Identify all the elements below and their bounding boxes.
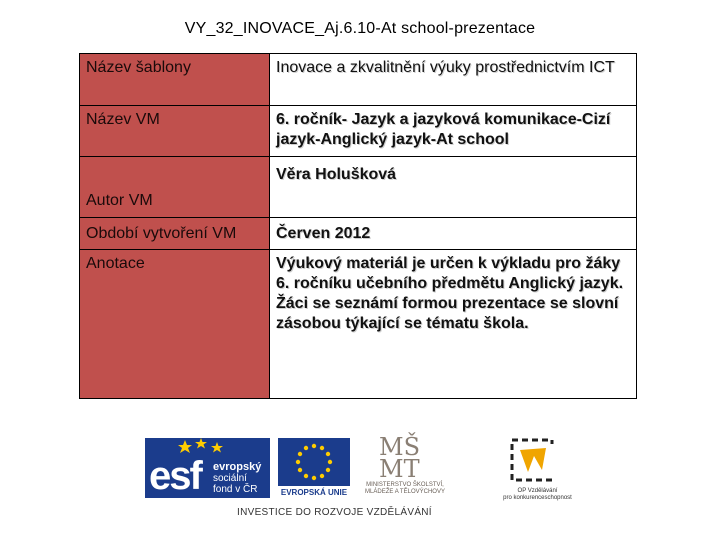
op-caption-line: OP Vzdělávání — [517, 488, 558, 494]
esf-caption-line: evropský — [213, 461, 262, 473]
tagline: INVESTICE DO ROZVOJE VZDĚLÁVÁNÍ — [237, 507, 432, 518]
msmt-mark: MŠ MT — [379, 433, 421, 483]
eu-stars-icon — [278, 438, 350, 486]
op-logo — [490, 436, 585, 500]
row-label: Anotace — [80, 250, 270, 399]
row-value: 6. ročník- Jazyk a jazyková komunikace-Cizí jazyk-Anglický jazyk-At school — [270, 106, 637, 157]
esf-caption-line: fond v ČR — [213, 484, 258, 495]
op-caption-line: pro konkurenceschopnost — [503, 495, 572, 501]
row-label: Období vytvoření VM — [80, 218, 270, 250]
esf-stars-icon — [145, 436, 270, 456]
op-emblem-icon — [490, 436, 585, 488]
esf-logo — [145, 436, 270, 500]
esf-caption — [213, 462, 261, 495]
msmt-caption-line: MINISTERSTVO ŠKOLSTVÍ, — [366, 482, 444, 488]
esf-caption-line: sociální — [213, 473, 247, 484]
table-row — [80, 250, 637, 399]
row-label: Autor VM — [80, 157, 270, 218]
row-label: Název šablony — [80, 54, 270, 106]
eu-label: EVROPSKÁ UNIE — [280, 488, 348, 497]
page-title: VY_32_INOVACE_Aj.6.10-At school-prezentace — [184, 20, 536, 37]
table-row — [80, 218, 637, 250]
msmt-caption-line: MLÁDEŽE A TĚLOVÝCHOVY — [365, 489, 445, 495]
esf-mark: esf — [149, 454, 201, 498]
msmt-logo — [357, 433, 453, 500]
row-value: Červen 2012 — [270, 218, 637, 250]
table-row — [80, 106, 637, 157]
msmt-caption — [357, 482, 453, 496]
table-row — [80, 54, 637, 106]
row-label: Název VM — [80, 106, 270, 157]
eu-flag — [278, 438, 350, 486]
table-row — [80, 157, 637, 218]
row-value: Výukový materiál je určen k výkladu pro žáky 6. ročníku učebního předmětu Anglický jazyk. Žáci se seznámí formou prezentace se slovní zásobou týkající se tématu škola. — [270, 250, 637, 399]
op-caption — [490, 488, 585, 502]
row-value: Inovace a zkvalitnění výuky prostřednictvím ICT — [270, 54, 637, 106]
metadata-table — [79, 53, 637, 399]
funding-logos — [145, 433, 585, 526]
row-value: Věra Holušková — [270, 157, 637, 218]
